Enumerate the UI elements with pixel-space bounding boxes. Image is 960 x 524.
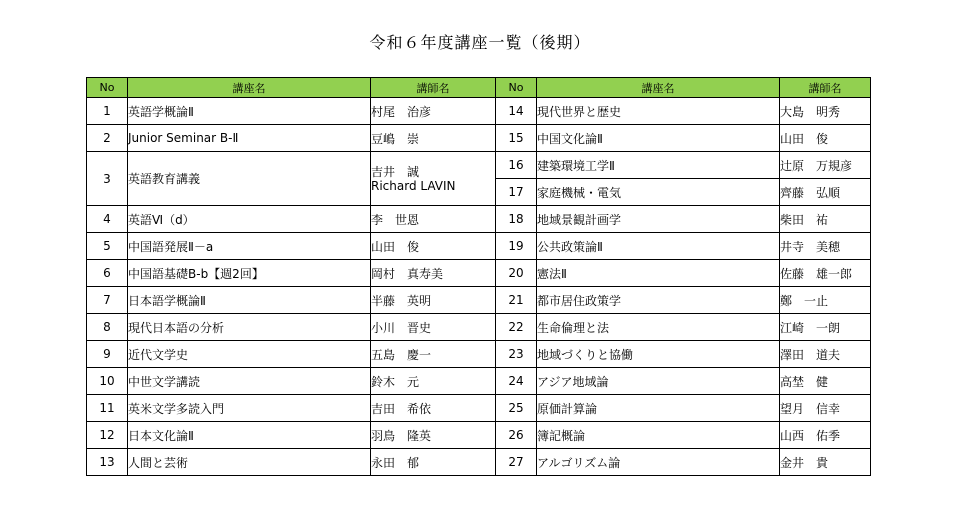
table-row: [87, 125, 871, 152]
teacher-name: 五島 慶一: [371, 341, 496, 368]
teacher-name: 佐藤 雄一郎: [780, 260, 871, 287]
teacher-name: 齊藤 弘順: [780, 179, 871, 206]
table-row: [87, 449, 871, 476]
course-name: 地域づくりと協働: [537, 341, 780, 368]
course-no: 12: [87, 422, 128, 449]
course-name: 中国文化論Ⅱ: [537, 125, 780, 152]
teacher-name: 鈴木 元: [371, 368, 496, 395]
teacher-names: [371, 152, 496, 206]
course-no: 13: [87, 449, 128, 476]
teacher-name: 井寺 美穂: [780, 233, 871, 260]
teacher-name: 辻原 万規彦: [780, 152, 871, 179]
table-row: [87, 314, 871, 341]
course-name: 生命倫理と法: [537, 314, 780, 341]
course-name: 近代文学史: [128, 341, 371, 368]
course-name: 憲法Ⅱ: [537, 260, 780, 287]
course-name: アジア地域論: [537, 368, 780, 395]
course-no: 26: [496, 422, 537, 449]
course-no: 4: [87, 206, 128, 233]
header-course: 講座名: [128, 78, 371, 98]
course-name: 英語Ⅵ（d）: [128, 206, 371, 233]
teacher-name: 澤田 道夫: [780, 341, 871, 368]
course-name: 現代日本語の分析: [128, 314, 371, 341]
course-name: 地域景観計画学: [537, 206, 780, 233]
course-no: 17: [496, 179, 537, 206]
teacher-name: 高埜 健: [780, 368, 871, 395]
teacher-name: 豆嶋 崇: [371, 125, 496, 152]
header-row: [87, 78, 871, 98]
table-row: [87, 395, 871, 422]
teacher-name: 大島 明秀: [780, 98, 871, 125]
course-name: 現代世界と歴史: [537, 98, 780, 125]
table-row: [87, 260, 871, 287]
course-no: 25: [496, 395, 537, 422]
table-row: [87, 341, 871, 368]
course-no: 2: [87, 125, 128, 152]
teacher-name: 山西 佑季: [780, 422, 871, 449]
teacher-name: 鄭 一止: [780, 287, 871, 314]
teacher-name: 半藤 英明: [371, 287, 496, 314]
header-course: 講座名: [537, 78, 780, 98]
course-name: 家庭機械・電気: [537, 179, 780, 206]
course-no: 21: [496, 287, 537, 314]
page-title: 令和６年度講座一覧（後期）: [369, 33, 591, 52]
course-name: 都市居住政策学: [537, 287, 780, 314]
table-row: [87, 206, 871, 233]
course-no: 7: [87, 287, 128, 314]
course-no: 1: [87, 98, 128, 125]
teacher-name: 望月 信幸: [780, 395, 871, 422]
course-name: 英語学概論Ⅱ: [128, 98, 371, 125]
teacher-name: 吉田 希依: [371, 395, 496, 422]
course-no: 16: [496, 152, 537, 179]
course-no: 15: [496, 125, 537, 152]
table-row: [87, 152, 871, 179]
teacher-name: 小川 晋史: [371, 314, 496, 341]
table-row: [87, 287, 871, 314]
course-no: 6: [87, 260, 128, 287]
course-no: 9: [87, 341, 128, 368]
course-name: 中国語基礎B-b【週2回】: [128, 260, 371, 287]
teacher-name: 金井 貴: [780, 449, 871, 476]
teacher-name: 永田 郁: [371, 449, 496, 476]
course-no: 23: [496, 341, 537, 368]
teacher-name-second: Richard LAVIN: [371, 178, 456, 193]
course-name: 中国語発展Ⅱ－a: [128, 233, 371, 260]
header-no: No: [87, 78, 128, 98]
course-name: アルゴリズム論: [537, 449, 780, 476]
header-teacher: 講師名: [780, 78, 871, 98]
course-name: 英米文学多読入門: [128, 395, 371, 422]
table-row: [87, 98, 871, 125]
course-name: 中世文学講読: [128, 368, 371, 395]
teacher-name: 柴田 祐: [780, 206, 871, 233]
teacher-name: 吉井 誠: [371, 164, 420, 179]
teacher-name: 山田 俊: [371, 233, 496, 260]
table-row: [87, 233, 871, 260]
course-no: 5: [87, 233, 128, 260]
header-no: No: [496, 78, 537, 98]
course-name: 日本語学概論Ⅱ: [128, 287, 371, 314]
course-no: 10: [87, 368, 128, 395]
course-no: 3: [87, 152, 128, 206]
teacher-name: 山田 俊: [780, 125, 871, 152]
course-no: 18: [496, 206, 537, 233]
course-no: 14: [496, 98, 537, 125]
table-row: [87, 368, 871, 395]
teacher-name: 羽鳥 隆英: [371, 422, 496, 449]
course-name: 英語教育講義: [128, 152, 371, 206]
course-no: 27: [496, 449, 537, 476]
teacher-name: 岡村 真寿美: [371, 260, 496, 287]
teacher-name: 村尾 治彦: [371, 98, 496, 125]
course-no: 22: [496, 314, 537, 341]
course-no: 8: [87, 314, 128, 341]
teacher-name: 李 世恩: [371, 206, 496, 233]
course-table: [86, 77, 871, 476]
course-no: 19: [496, 233, 537, 260]
course-name: 公共政策論Ⅱ: [537, 233, 780, 260]
course-name: Junior Seminar B-Ⅱ: [128, 125, 371, 152]
course-name: 簿記概論: [537, 422, 780, 449]
course-name: 日本文化論Ⅱ: [128, 422, 371, 449]
course-no: 20: [496, 260, 537, 287]
course-no: 11: [87, 395, 128, 422]
header-teacher: 講師名: [371, 78, 496, 98]
course-name: 人間と芸術: [128, 449, 371, 476]
course-name: 建築環境工学Ⅱ: [537, 152, 780, 179]
teacher-name: 江崎 一朗: [780, 314, 871, 341]
table-row: [87, 422, 871, 449]
course-name: 原価計算論: [537, 395, 780, 422]
course-no: 24: [496, 368, 537, 395]
